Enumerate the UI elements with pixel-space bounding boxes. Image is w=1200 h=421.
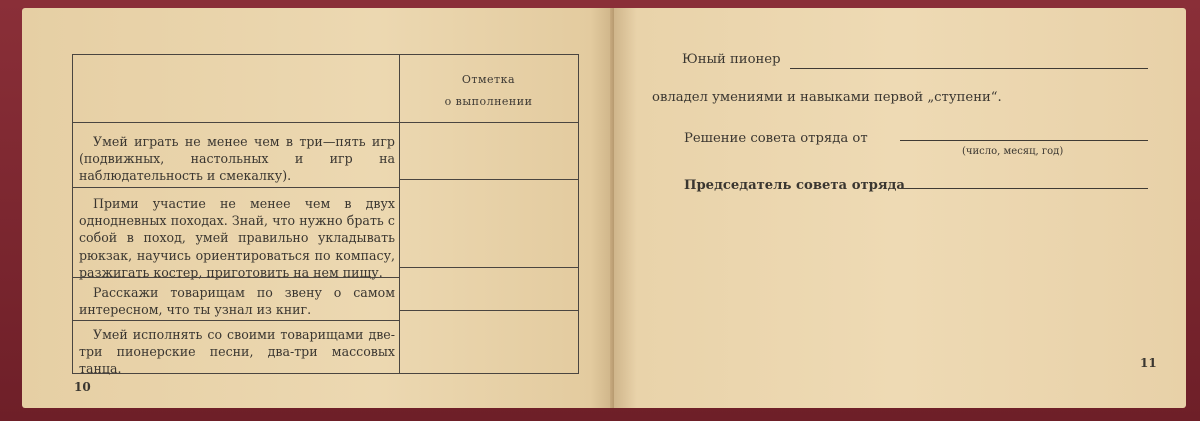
task-4 bbox=[79, 326, 395, 378]
page-number-left: 10 bbox=[74, 380, 91, 394]
page-number-right: 11 bbox=[1140, 356, 1157, 370]
mark-cell-divider bbox=[399, 267, 578, 268]
chairman-label: Председатель совета отряда bbox=[684, 178, 905, 193]
young-pioneer-label: Юный пионер bbox=[682, 52, 781, 67]
task-4-text: Умей исполнять со своими товарищами две-три пионерские песни, два-три массовых танца. bbox=[79, 327, 395, 377]
header-mark-line1: Отметка bbox=[461, 73, 516, 86]
header-mark-line2: о выполнении bbox=[444, 95, 533, 108]
task-1 bbox=[79, 133, 395, 185]
task-3-text: Расскажи товарищам по звену о самом интересном, что ты узнал из книг. bbox=[79, 285, 395, 318]
table-header-divider bbox=[73, 122, 578, 123]
mark-cell-divider bbox=[399, 310, 578, 311]
row-divider bbox=[73, 187, 400, 188]
decision-date-line bbox=[900, 140, 1148, 141]
decision-label: Решение совета отряда от bbox=[684, 131, 868, 146]
chairman-signature-line bbox=[900, 188, 1148, 189]
mark-cell-divider bbox=[399, 179, 578, 180]
task-2 bbox=[79, 195, 395, 281]
task-2-text: Прими участие не менее чем в двух однодневных походах. Знай, что нужно брать с собой в поход, умей правильно укладывать рюкзак, научись ориентироваться по компасу, разжигать костер, приготовить на нем пищу. bbox=[79, 196, 395, 280]
right-page bbox=[614, 8, 1186, 408]
left-page bbox=[22, 8, 614, 408]
mastered-text: овладел умениями и навыками первой „ступени“. bbox=[652, 90, 1002, 105]
row-divider bbox=[73, 277, 400, 278]
date-hint: (число, месяц, год) bbox=[962, 146, 1064, 157]
pioneer-name-line bbox=[790, 68, 1148, 69]
task-1-text: Умей играть не менее чем в три—пять игр (подвижных, настольных и игр на наблюдательность и смекалку). bbox=[79, 134, 395, 184]
row-divider bbox=[73, 320, 400, 321]
task-3 bbox=[79, 284, 395, 318]
requirements-table bbox=[72, 54, 579, 377]
